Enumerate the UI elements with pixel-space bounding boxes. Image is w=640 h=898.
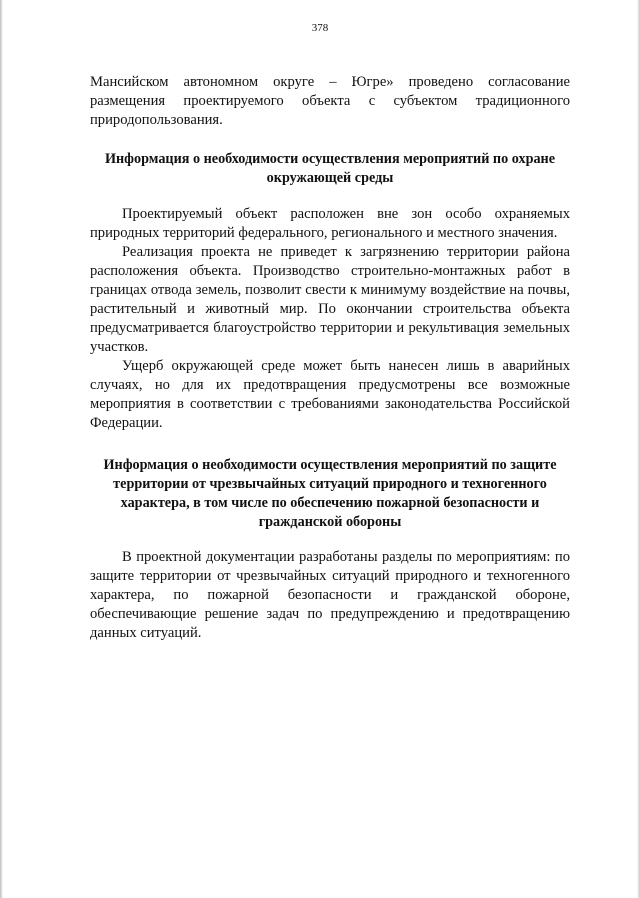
paragraph-project-impact: Реализация проекта не приведет к загрязнению территории района расположения объекта. Производство строительно-монтажных работ в границах отвода земель, позволит свести к минимуму воздействие на почвы, растительный и животный мир. По окончании строительства объекта предусматривается благоустройство территории и рекультивация земельных участков. xyxy=(90,244,570,355)
section-heading-emergency: Информация о необходимости осуществления мероприятий по защите территории от чрезвычайных ситуаций природного и техногенного характера, в том числе по обеспечению пожарной безопасности и гражданской обороны xyxy=(103,457,557,530)
section-heading-environment: Информация о необходимости осуществления мероприятий по охране окружающей среды xyxy=(104,151,556,186)
paragraph-protected-areas: Проектируемый объект расположен вне зон особо охраняемых природных территорий федерального, регионального и местного значения. xyxy=(90,206,570,241)
scan-edge-left xyxy=(0,0,3,898)
paragraph-damage: Ущерб окружающей среде может быть нанесен лишь в аварийных случаях, но для их предотвращения предусмотрены все возможные мероприятия в соответствии с требованиями законодательства Российской Федерации. xyxy=(90,358,570,431)
intro-paragraph: Мансийском автономном округе – Югре» проведено согласование размещения проектируемого объекта с субъектом традиционного природопользования. xyxy=(90,74,570,128)
page-number: 378 xyxy=(311,22,329,34)
document-body xyxy=(90,73,570,643)
paragraph-emergency-measures: В проектной документации разработаны разделы по мероприятиям: по защите территории от чрезвычайных ситуаций природного и техногенного характера, по пожарной безопасности и гражданской обороне, обеспечивающие решение задач по предупреждению и предотвращению данных ситуаций. xyxy=(90,549,570,641)
